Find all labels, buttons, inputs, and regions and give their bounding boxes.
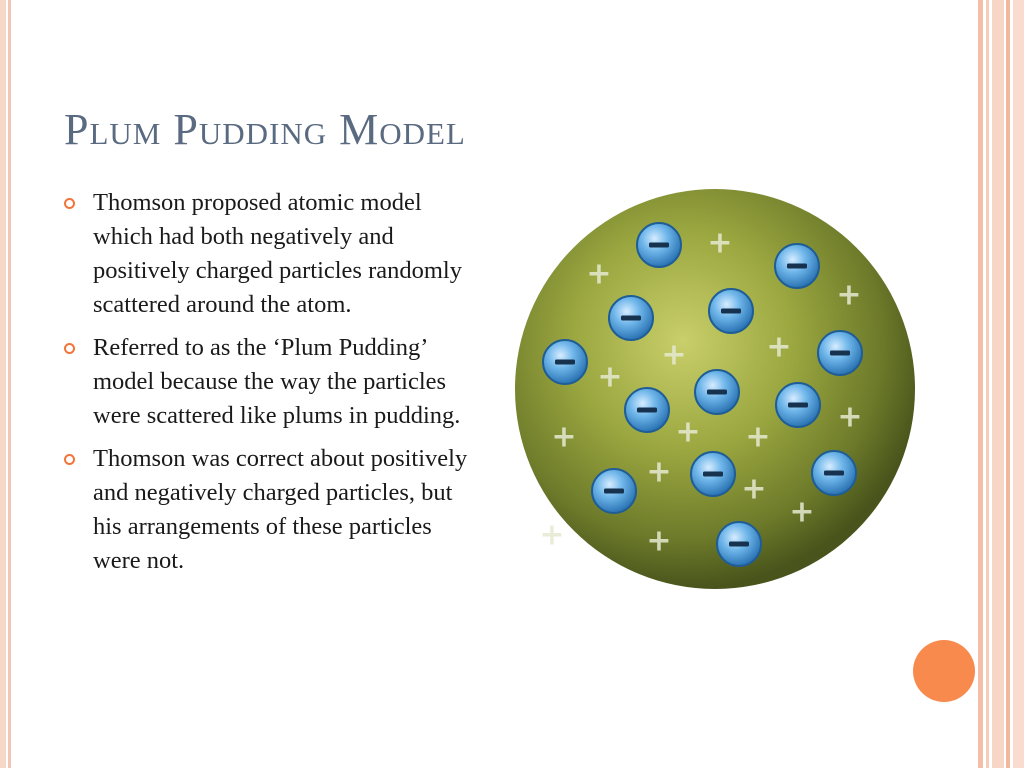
bullet-text: Thomson was correct about positively and negatively charged particles, but his arrangements of these particles were not. — [93, 445, 468, 574]
bullet-item — [64, 331, 474, 433]
negative-sign — [707, 390, 727, 395]
positive-charge-icon: + — [646, 523, 672, 559]
positive-charge-icon: + — [675, 414, 701, 450]
accent-dot — [913, 640, 975, 702]
bullet-text: Thomson proposed atomic model which had both negatively and positively charged particles randomly scattered around the atom. — [93, 189, 462, 318]
electron-icon — [812, 451, 856, 495]
right-decorative-band — [1013, 0, 1024, 768]
negative-sign — [555, 360, 575, 365]
right-decorative-band — [978, 0, 983, 768]
bullet-item — [64, 186, 474, 322]
negative-sign — [649, 243, 669, 248]
negative-sign — [830, 351, 850, 356]
bullet-circle-icon — [64, 343, 75, 354]
positive-charge-icon: + — [837, 399, 863, 435]
bullet-circle-icon — [64, 198, 75, 209]
bullet-text: Referred to as the ‘Plum Pudding’ model because the way the particles were scattered like plums in pudding. — [93, 334, 461, 429]
positive-charge-icon: + — [586, 256, 612, 292]
left-decorative-band — [0, 0, 6, 768]
plum-pudding-illustration — [514, 188, 916, 590]
electron-icon — [775, 244, 819, 288]
slide-title: Plum Pudding Model — [64, 105, 466, 154]
atom-diagram — [514, 188, 916, 590]
electron-icon — [625, 388, 669, 432]
electron-icon — [609, 296, 653, 340]
electron-icon — [709, 289, 753, 333]
positive-charge-icon: + — [661, 337, 687, 373]
negative-sign — [637, 408, 657, 413]
positive-charge-icon: + — [707, 225, 733, 261]
electron-icon — [776, 383, 820, 427]
electron-icon — [717, 522, 761, 566]
negative-sign — [787, 264, 807, 269]
negative-sign — [621, 316, 641, 321]
electron-icon — [691, 452, 735, 496]
positive-charge-icon: + — [597, 359, 623, 395]
right-decorative-band — [986, 0, 989, 768]
electron-icon — [818, 331, 862, 375]
electron-icon — [543, 340, 587, 384]
positive-charge-icon: + — [551, 419, 577, 455]
bullet-list — [64, 186, 474, 587]
negative-sign — [788, 403, 808, 408]
positive-charge-icon: + — [789, 494, 815, 530]
bullet-item — [64, 442, 474, 578]
left-decorative-band-thin — [8, 0, 11, 768]
negative-sign — [703, 472, 723, 477]
electron-icon — [592, 469, 636, 513]
right-decorative-band — [992, 0, 1004, 768]
bullet-circle-icon — [64, 454, 75, 465]
positive-charge-icon: + — [646, 454, 672, 490]
negative-sign — [824, 471, 844, 476]
negative-sign — [721, 309, 741, 314]
positive-charge-icon: + — [539, 517, 565, 553]
right-decorative-band — [1006, 0, 1010, 768]
positive-charge-icon: + — [741, 471, 767, 507]
negative-sign — [604, 489, 624, 494]
positive-charge-icon: + — [745, 419, 771, 455]
electron-icon — [695, 370, 739, 414]
positive-charge-icon: + — [836, 277, 862, 313]
electron-icon — [637, 223, 681, 267]
positive-charge-icon: + — [766, 329, 792, 365]
negative-sign — [729, 542, 749, 547]
